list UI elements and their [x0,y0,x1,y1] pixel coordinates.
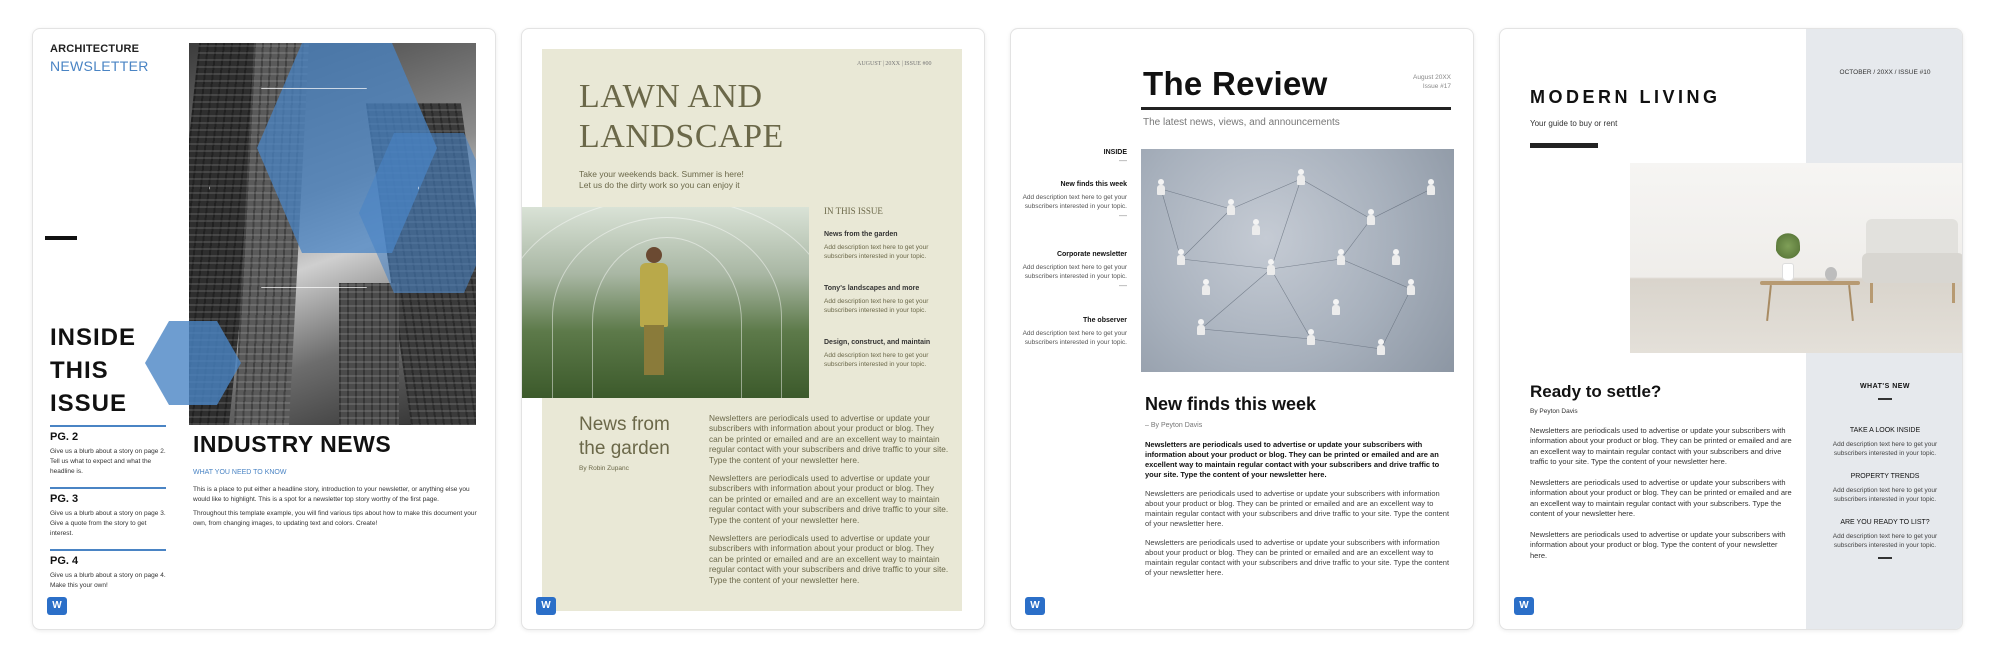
side-item-desc: Add description text here to get your subscribers interested in your topic. [1832,487,1938,503]
newsletter-subtitle: NEWSLETTER [50,58,149,74]
headline: INDUSTRY NEWS [193,431,392,457]
side-item-desc: Add description text here to get your subscribers interested in your topic. [1832,441,1938,457]
page-blurb: Give us a blurb about a story on page 2. Tell us what to expect and what the headline is. [50,448,166,475]
kicker: WHAT YOU NEED TO KNOW [193,469,287,476]
issue-item-heading: Design, construct, and maintain [824,339,931,346]
issue-item-desc: Add description text here to get your subscribers interested in your topic. [824,298,929,314]
greenhouse-photo [522,207,809,398]
side-item-heading: ARE YOU READY TO LIST? [1840,519,1930,526]
inside-label: INSIDE [1103,149,1127,156]
template-card-architecture-newsletter[interactable] [32,28,496,630]
body-paragraph: Newsletters are periodicals used to advertise or update your subscribers with information about your product or blog. Type the content of your newsletter here. [1530,530,1786,560]
issue-item-heading: News from the garden [824,231,898,238]
whats-new-heading: WHAT'S NEW [1859,383,1911,390]
newsletter-subtitle: Your guide to buy or rent [1530,119,1618,128]
tagline: The latest news, views, and announcements [1143,117,1340,128]
page-blurb: Give us a blurb about a story on page 3. Give a quote from the story to get interest. [50,510,166,537]
word-icon: W [536,597,556,615]
network-figures-photo [1141,149,1454,372]
headline: New finds this week [1145,394,1317,414]
inside-this-issue-heading: INSIDE THIS ISSUE [50,324,137,417]
newsletter-title: MODERN LIVING [1530,87,1721,107]
body-paragraph: Newsletters are periodicals used to advertise or update your subscribers with information about your product or blog. They can be printed or emailed and are an excellent way to maintain regular contact with your subscribers and drive traffic to your site. Type the content of your newsletter here. [1145,489,1450,528]
body-paragraph: Newsletters are periodicals used to advertise or update your subscribers with information about your product or blog. They can be printed or emailed and are an excellent way to maintain regular contact with your subscribers. Type the content of your newsletter here. [1530,478,1792,519]
divider [1878,557,1892,559]
template-card-modern-living[interactable] [1499,28,1963,630]
divider [1878,398,1892,400]
template-card-lawn-and-landscape[interactable] [521,28,985,630]
template-card-the-review[interactable] [1010,28,1474,630]
issue-item-desc: Add description text here to get your subscribers interested in your topic. [824,352,929,368]
issue-item-desc: Add description text here to get your subscribers interested in your topic. [824,244,929,260]
body-paragraph: Newsletters are periodicals used to advertise or update your subscribers with information about your product or blog. They can be printed or emailed and are an excellent way to maintain regular contact with your subscribers and drive traffic to your site. Type the content of your newsletter here. [1530,426,1792,467]
issue-date: August 20XX Issue #17 [1413,74,1451,90]
body-paragraph: Newsletters are periodicals used to advertise or update your subscribers with information about your product or blog. They can be printed or emailed and are an excellent way to maintain regular contact with your subscribers and drive traffic to your site. Type the content of your newsletter here. [709,473,949,525]
feature-title: News from the garden [579,414,670,459]
word-icon: W [1025,597,1045,615]
newsletter-title: The Review [1143,65,1328,102]
title-rule [1141,107,1451,110]
body-paragraph: Throughout this template example, you will find various tips about how to make this document your own, from changing images, to updating text and colors. Create! [193,510,477,527]
sidebar-item: New finds this week Add description text here to get your subscribers interested in your topic. — [1022,181,1127,220]
page-label: PG. 2 [50,431,79,443]
title-bar [1530,143,1598,148]
word-icon: W [1514,597,1534,615]
lead-paragraph: Newsletters are periodicals used to advertise or update your subscribers with information about your product or blog. They can be printed or emailed and are an excellent way to maintain regular contact with your subscribers and drive traffic to your site. Type the content of your newsletter here. [1145,440,1440,479]
newsletter-title: ARCHITECTURE [50,43,140,55]
issue-meta: OCTOBER / 20XX / ISSUE #10 [1839,69,1931,76]
headline: Ready to settle? [1530,382,1662,401]
divider [50,487,166,489]
newsletter-title: LAWN AND LANDSCAPE [579,78,784,155]
side-item-desc: Add description text here to get your subscribers interested in your topic. [1832,533,1938,549]
in-this-issue-heading: IN THIS ISSUE [824,206,883,216]
side-item-heading: TAKE A LOOK INSIDE [1849,427,1921,434]
side-item-heading: PROPERTY TRENDS [1850,473,1920,480]
body-paragraph: This is a place to put either a headline story, introduction to your newsletter, or anything else you would like to highlight. This is a spot for a newsletter top story worthy of the first page. [193,486,470,503]
byline: – By Peyton Davis [1145,422,1203,429]
sidebar-item: Corporate newsletter Add description text here to get your subscribers interested in your topic. — [1022,251,1127,290]
issue-item-heading: Tony's landscapes and more [824,285,920,292]
dash: — [1119,156,1127,165]
living-room-photo [1630,163,1963,353]
body-paragraph: Newsletters are periodicals used to advertise or update your subscribers with information about your product or blog. They can be printed or emailed and are an excellent way to maintain regular contact with your subscribers and drive traffic to your site. Type the content of your newsletter here. [1145,538,1450,577]
body-paragraph: Newsletters are periodicals used to advertise or update your subscribers with information about your product or blog. They can be printed or emailed and are an excellent way to maintain regular contact with your subscribers and drive traffic to your site. Type the content of your newsletter here. [709,413,949,465]
issue-meta: AUGUST | 20XX | ISSUE #00 [857,61,932,67]
page-label: PG. 3 [50,493,79,505]
body-paragraph: Newsletters are periodicals used to advertise or update your subscribers with information about your product or blog. They can be printed or emailed and are an excellent way to maintain regular contact with your subscribers and drive traffic to your site. Type the content of your newsletter here. [709,533,949,585]
divider [45,236,77,240]
divider [50,425,166,427]
word-icon: W [47,597,67,615]
divider [50,549,166,551]
byline: By Robin Zupanc [579,465,629,472]
page-label: PG. 4 [50,555,79,567]
inside-sidebar [1019,149,1127,165]
tagline: Take your weekends back. Summer is here! Let us do the dirty work so you can enjoy it [579,169,744,190]
sidebar-item: The observer Add description text here to get your subscribers interested in your topic. [1022,317,1127,346]
byline: By Peyton Davis [1530,408,1578,415]
page-blurb: Give us a blurb about a story on page 4. Make this your own! [50,572,166,589]
